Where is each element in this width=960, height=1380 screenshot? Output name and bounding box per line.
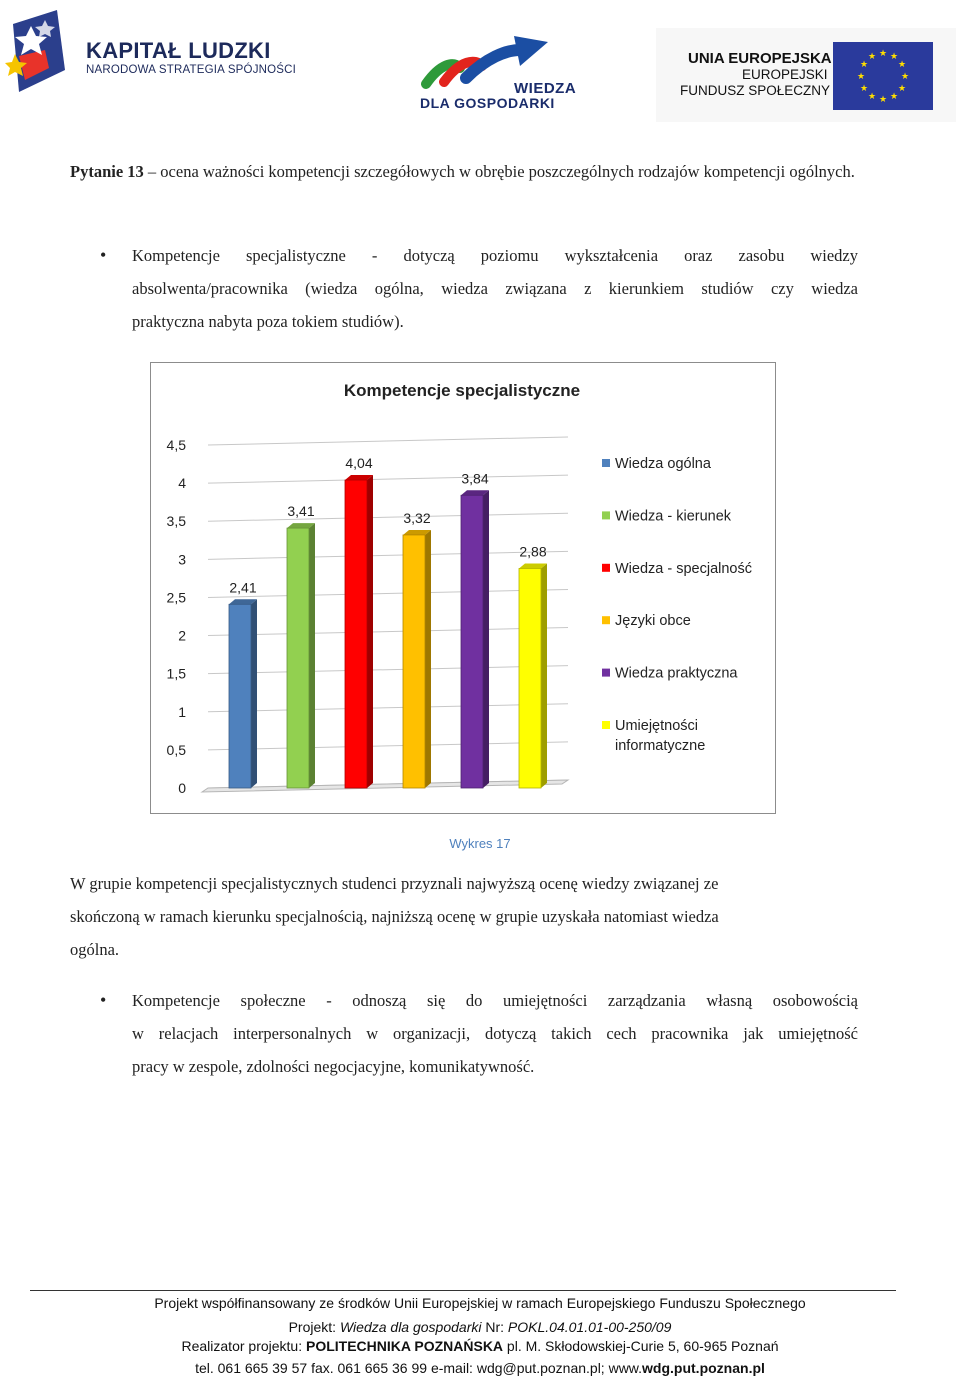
footer-website-link[interactable]: wdg.put.poznan.pl	[642, 1360, 765, 1376]
y-tick-label: 1,5	[166, 665, 186, 682]
footer-realizator	[0, 1338, 960, 1354]
gridline	[208, 742, 568, 750]
eu-logo-line2: EUROPEJSKI	[742, 67, 828, 82]
bar-side	[367, 475, 373, 788]
bullet2-line1: Kompetencje społeczne - odnoszą się do umiejętności zarządzania własną osobowością	[132, 991, 858, 1010]
y-tick-label: 4	[178, 475, 186, 492]
bar	[403, 535, 425, 788]
footer-project-nr-label: Nr:	[481, 1319, 508, 1335]
gridline	[208, 437, 568, 445]
question-heading	[70, 155, 860, 188]
bar	[345, 480, 367, 788]
paragraph2-line1: W grupie kompetencji specjalistycznych studenci przyznali najwyższą ocenę wiedzy związanej ze	[70, 874, 719, 893]
footer-contact-text: tel. 061 665 39 57 fax. 061 665 36 99 e-mail: wdg@put.poznan.pl; www.	[195, 1360, 643, 1376]
kapital-ludzki-subtitle: NARODOWA STRATEGIA SPÓJNOŚCI	[86, 64, 297, 76]
bullet2-line2: w relacjach interpersonalnych w organizacji, dotyczą takich cech pracownika jak umiejętność	[132, 1024, 858, 1043]
gridline	[208, 551, 568, 559]
gridline	[208, 628, 568, 636]
bar-value-label: 3,32	[403, 509, 431, 526]
legend-swatch	[602, 564, 610, 572]
svg-text:★: ★	[897, 60, 907, 70]
gridline	[208, 666, 568, 674]
y-tick-label: 1	[178, 703, 186, 720]
gridline	[208, 475, 568, 483]
eu-logo-line1: UNIA EUROPEJSKA	[688, 50, 832, 67]
footer-realizator-name: POLITECHNIKA POZNAŃSKA	[306, 1338, 504, 1354]
y-tick-label: 2,5	[166, 589, 186, 606]
svg-text:★: ★	[889, 52, 899, 62]
legend-swatch	[602, 721, 610, 729]
bar-side	[251, 599, 257, 788]
legend-label: Wiedza - specjalność	[615, 560, 752, 577]
bullet-specialist-competences	[132, 239, 858, 338]
bullet-dot-2: •	[100, 990, 107, 1010]
question-label: Pytanie 13	[70, 162, 144, 181]
bar	[287, 528, 309, 788]
svg-text:★: ★	[900, 72, 910, 82]
y-tick-label: 0	[178, 780, 186, 796]
legend-swatch	[602, 669, 610, 677]
bar	[461, 495, 483, 788]
bar-value-label: 2,41	[229, 579, 257, 596]
y-tick-label: 4,5	[166, 437, 186, 453]
legend-label: Języki obce	[615, 613, 691, 630]
legend-label: Wiedza ogólna	[615, 456, 711, 472]
y-tick-label: 2	[178, 627, 186, 644]
svg-text:★: ★	[856, 72, 866, 82]
gridline	[208, 513, 568, 521]
legend-swatch	[602, 511, 610, 519]
chart-caption: Wykres 17	[449, 836, 511, 851]
kapital-ludzki-emblem-icon	[5, 6, 85, 98]
bar-chart	[150, 362, 776, 814]
footer-cofinancing: Projekt współfinansowany ze środków Unii Europejskiej w ramach Europejskiego Funduszu Społecznego	[154, 1295, 806, 1311]
bar-side	[483, 490, 489, 788]
chart-legend	[602, 456, 752, 754]
bar	[229, 604, 251, 788]
legend-label: informatyczne	[615, 738, 706, 754]
bullet1-line2: absolwenta/pracownika (wiedza ogólna, wiedza związana z kierunkiem studiów czy wiedza	[132, 279, 858, 298]
bullet2-line3: pracy w zespole, zdolności negocjacyjne, komunikatywność.	[132, 1057, 535, 1076]
legend-label: Umiejętności	[615, 718, 698, 734]
footer-contact	[0, 1360, 960, 1376]
wiedza-logo-line2: DLA GOSPODARKI	[420, 95, 555, 111]
y-tick-label: 3	[178, 551, 186, 568]
bar-value-label: 2,88	[519, 543, 547, 560]
footer-project-label: Projekt:	[288, 1319, 340, 1335]
bullet1-line1: Kompetencje specjalistyczne - dotyczą poziomu wykształcenia oraz zasobu wiedzy	[132, 246, 858, 265]
kapital-ludzki-title: KAPITAŁ LUDZKI	[86, 38, 271, 63]
paragraph-summary	[70, 867, 860, 966]
bullet-social-competences	[132, 984, 858, 1083]
footer-project-name: Wiedza dla gospodarki	[339, 1319, 482, 1335]
bar-value-label: 4,04	[345, 455, 373, 472]
bar-value-label: 3,41	[287, 503, 315, 520]
legend-swatch	[602, 459, 610, 467]
legend-label: Wiedza - kierunek	[615, 508, 732, 525]
bullet-dot-1: •	[100, 245, 107, 265]
chart-title: Kompetencje specjalistyczne	[343, 381, 581, 400]
bullet1-line3: praktyczna nabyta poza tokiem studiów).	[132, 312, 404, 331]
bar	[519, 568, 541, 788]
footer-address: pl. M. Skłodowskiej-Curie 5, 60-965 Poznań	[503, 1338, 779, 1354]
paragraph2-line2: skończoną w ramach kierunku specjalnością, najniższą ocenę w grupie uzyskała natomiast wiedza	[70, 907, 719, 926]
svg-text:★: ★	[897, 84, 907, 94]
eu-flag-icon	[833, 42, 933, 110]
svg-text:★: ★	[878, 49, 888, 59]
svg-text:★: ★	[889, 92, 899, 102]
svg-text:★: ★	[867, 52, 877, 62]
paragraph2-line3: ogólna.	[70, 940, 120, 959]
question-text: – ocena ważności kompetencji szczegółowych w obrębie poszczególnych rodzajów kompetencji ogólnych.	[147, 162, 855, 181]
svg-text:★: ★	[859, 84, 869, 94]
svg-text:★: ★	[867, 92, 877, 102]
wiedza-logo-line1: WIEDZA	[514, 80, 577, 97]
legend-swatch	[602, 616, 610, 624]
bar-value-label: 3,84	[461, 470, 489, 487]
svg-text:★: ★	[878, 95, 888, 105]
bar-side	[425, 530, 431, 788]
y-tick-label: 3,5	[166, 513, 186, 530]
bar-side	[309, 523, 315, 788]
footer-project	[0, 1319, 960, 1335]
eu-logo-line3: FUNDUSZ SPOŁECZNY	[680, 83, 831, 98]
footer-divider	[30, 1290, 896, 1291]
svg-text:★: ★	[859, 60, 869, 70]
bar-side	[541, 563, 547, 788]
y-tick-label: 0,5	[166, 741, 186, 758]
legend-label: Wiedza praktyczna	[615, 665, 738, 682]
footer-project-nr: POKL.04.01.01-00-250/09	[507, 1319, 672, 1335]
gridline	[208, 589, 568, 597]
chart-y-axis	[167, 437, 187, 796]
chart-data-labels	[229, 455, 546, 595]
footer-realizator-label: Realizator projektu:	[181, 1338, 306, 1354]
gridline	[208, 704, 568, 712]
